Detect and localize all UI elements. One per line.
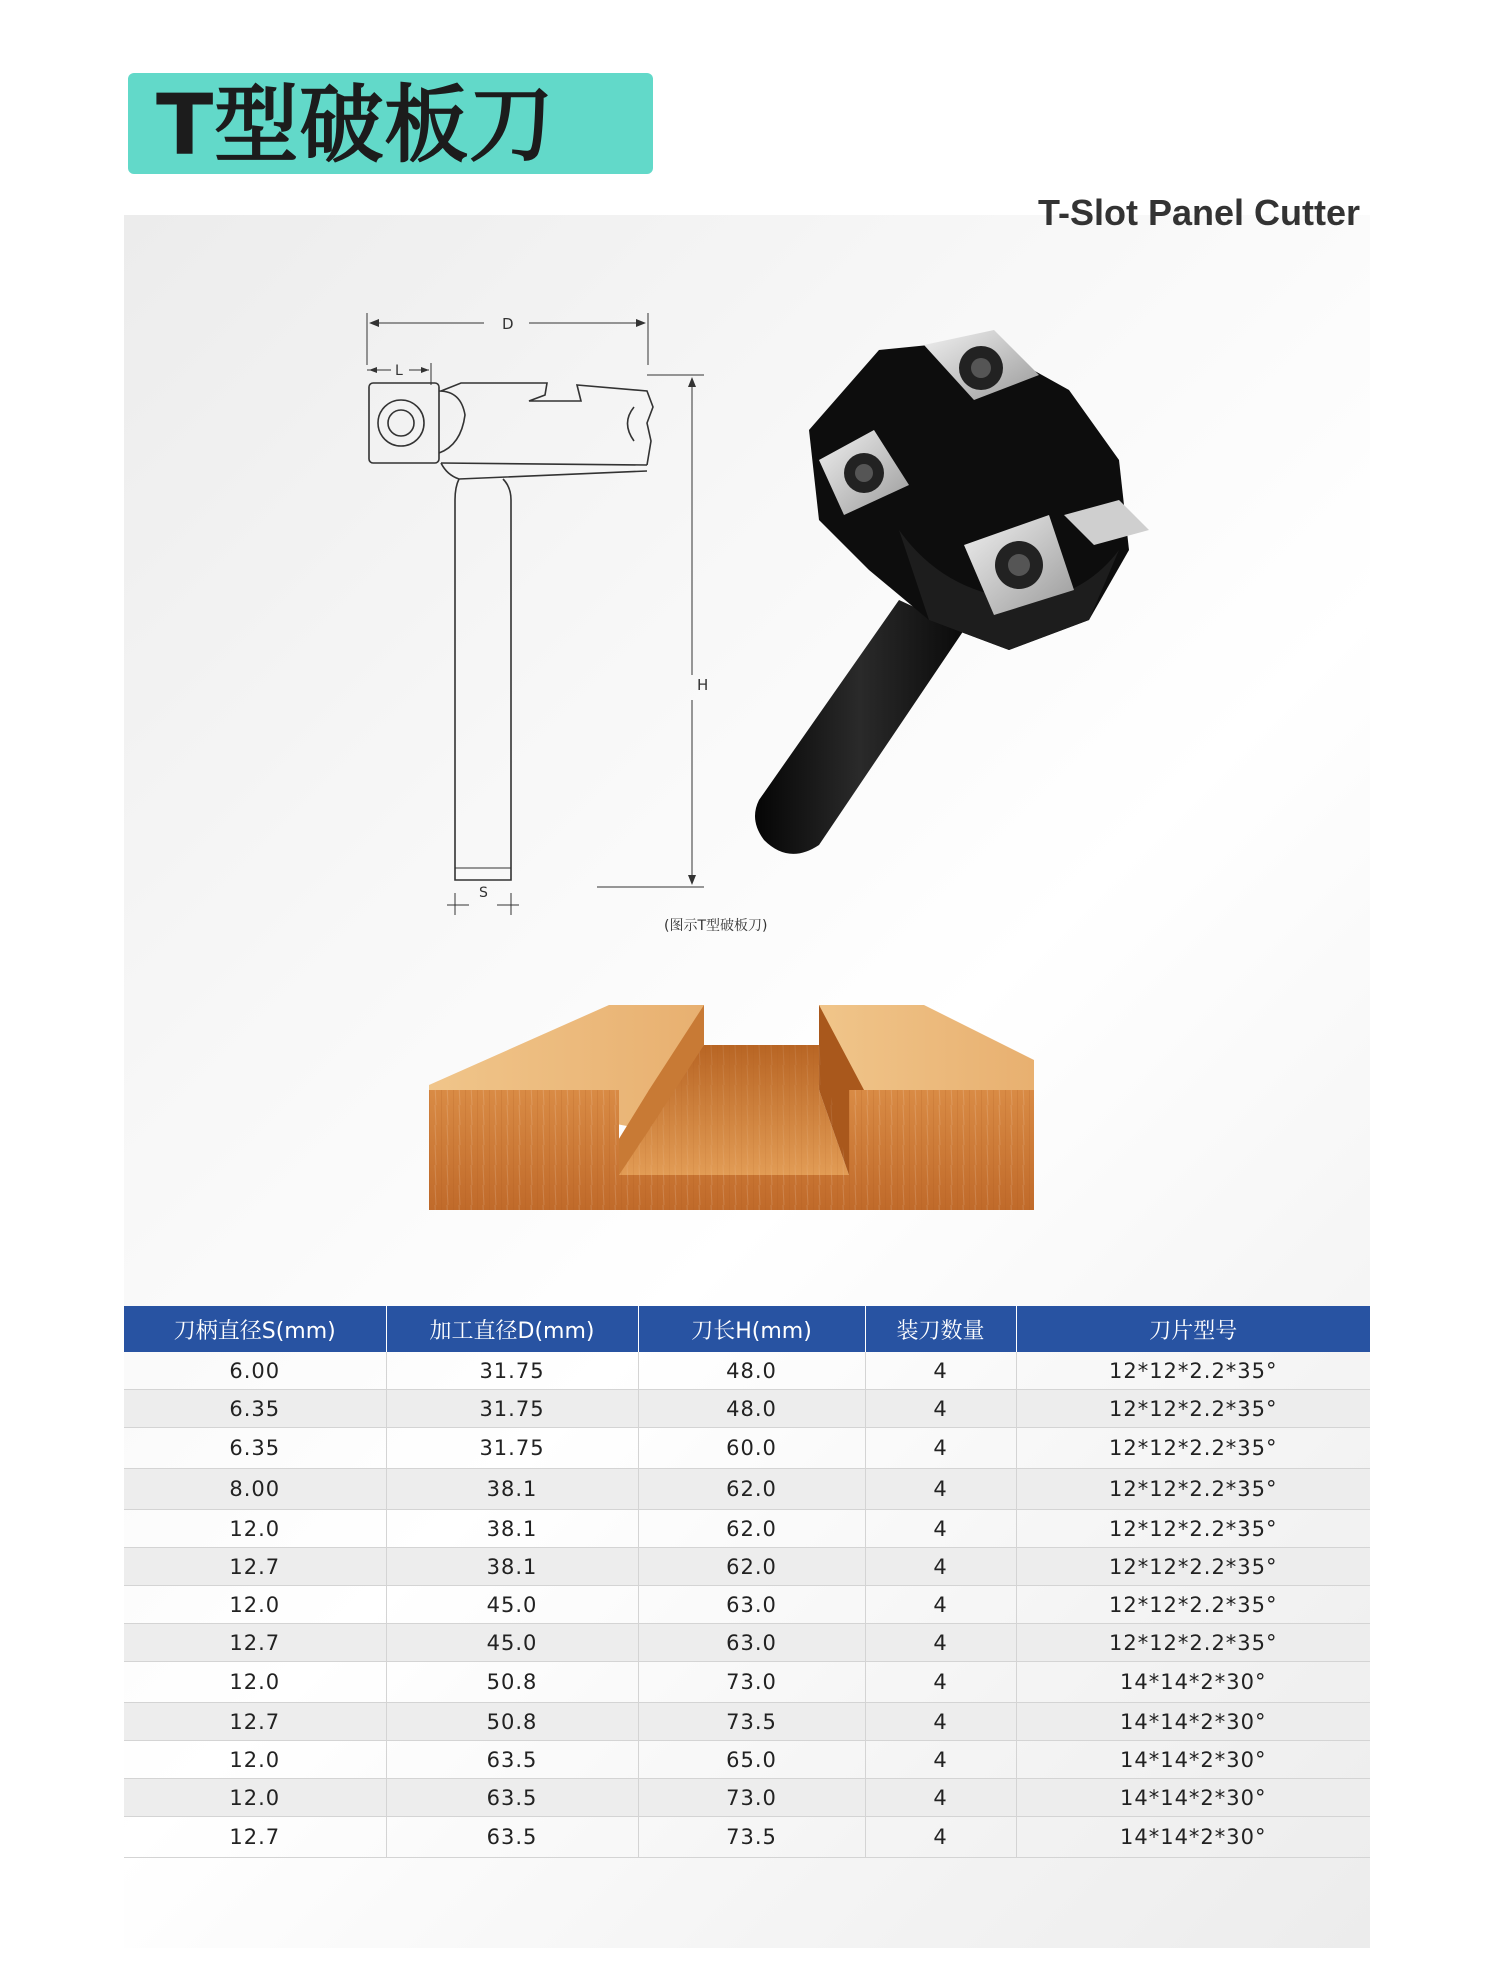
cell-model: 12*12*2.2*35° — [1016, 1510, 1370, 1548]
table-row — [124, 1586, 1370, 1624]
cell-count: 4 — [865, 1510, 1016, 1548]
cell-shank: 12.7 — [124, 1624, 386, 1662]
wood-slot-illustration — [429, 1005, 1049, 1220]
cell-model: 12*12*2.2*35° — [1016, 1586, 1370, 1624]
cell-model: 12*12*2.2*35° — [1016, 1624, 1370, 1662]
cell-length: 62.0 — [638, 1548, 865, 1586]
cell-shank: 12.0 — [124, 1586, 386, 1624]
cell-length: 65.0 — [638, 1741, 865, 1779]
cell-shank: 6.00 — [124, 1352, 386, 1390]
header-shank-diameter: 刀柄直径S(mm) — [124, 1306, 386, 1352]
cell-length: 63.0 — [638, 1624, 865, 1662]
dimension-label-s: S — [479, 885, 488, 901]
cell-length: 73.5 — [638, 1817, 865, 1858]
cell-diameter: 63.5 — [386, 1817, 638, 1858]
english-subtitle: T-Slot Panel Cutter — [1037, 192, 1360, 233]
cell-length: 73.0 — [638, 1779, 865, 1817]
image-caption: (图示T型破板刀) — [664, 918, 768, 934]
table-row — [124, 1662, 1370, 1703]
cutter-technical-drawing — [229, 295, 709, 901]
cell-count: 4 — [865, 1741, 1016, 1779]
cell-shank: 12.0 — [124, 1741, 386, 1779]
cell-shank: 12.0 — [124, 1662, 386, 1703]
cell-shank: 12.7 — [124, 1703, 386, 1741]
cell-count: 4 — [865, 1469, 1016, 1510]
cell-length: 62.0 — [638, 1469, 865, 1510]
cell-diameter: 31.75 — [386, 1352, 638, 1390]
cell-model: 14*14*2*30° — [1016, 1779, 1370, 1817]
header-length: 刀长H(mm) — [638, 1306, 865, 1352]
header-insert-count: 装刀数量 — [865, 1306, 1016, 1352]
cell-diameter: 50.8 — [386, 1662, 638, 1703]
table-header-row — [124, 1306, 1370, 1352]
table-row — [124, 1624, 1370, 1662]
cell-model: 14*14*2*30° — [1016, 1662, 1370, 1703]
page-title: T型破板刀 — [156, 76, 555, 174]
cell-diameter: 38.1 — [386, 1469, 638, 1510]
cell-diameter: 31.75 — [386, 1390, 638, 1428]
cell-shank: 12.0 — [124, 1510, 386, 1548]
cell-length: 60.0 — [638, 1428, 865, 1469]
cell-count: 4 — [865, 1703, 1016, 1741]
table-row — [124, 1741, 1370, 1779]
cell-length: 62.0 — [638, 1510, 865, 1548]
cell-model: 12*12*2.2*35° — [1016, 1352, 1370, 1390]
dimension-label-d: D — [502, 315, 514, 333]
cell-length: 63.0 — [638, 1586, 865, 1624]
cutter-product-photo — [749, 300, 1189, 860]
cell-length: 48.0 — [638, 1390, 865, 1428]
cell-count: 4 — [865, 1428, 1016, 1469]
cell-model: 12*12*2.2*35° — [1016, 1390, 1370, 1428]
table-row — [124, 1779, 1370, 1817]
cell-diameter: 50.8 — [386, 1703, 638, 1741]
table-row — [124, 1817, 1370, 1858]
cell-length: 73.0 — [638, 1662, 865, 1703]
cell-count: 4 — [865, 1624, 1016, 1662]
table-row — [124, 1548, 1370, 1586]
cell-shank: 6.35 — [124, 1428, 386, 1469]
cell-count: 4 — [865, 1390, 1016, 1428]
cell-model: 12*12*2.2*35° — [1016, 1548, 1370, 1586]
spec-table — [124, 1306, 1370, 1858]
cell-shank: 6.35 — [124, 1390, 386, 1428]
cell-diameter: 38.1 — [386, 1510, 638, 1548]
cell-shank: 12.0 — [124, 1779, 386, 1817]
table-row — [124, 1428, 1370, 1469]
cell-diameter: 45.0 — [386, 1624, 638, 1662]
table-row — [124, 1390, 1370, 1428]
table-row — [124, 1352, 1370, 1390]
cell-length: 73.5 — [638, 1703, 865, 1741]
cell-diameter: 63.5 — [386, 1779, 638, 1817]
cell-model: 14*14*2*30° — [1016, 1741, 1370, 1779]
cell-diameter: 63.5 — [386, 1741, 638, 1779]
cell-count: 4 — [865, 1548, 1016, 1586]
title-banner — [128, 73, 653, 174]
cell-shank: 8.00 — [124, 1469, 386, 1510]
dimension-label-l: L — [395, 363, 403, 379]
cell-count: 4 — [865, 1586, 1016, 1624]
cell-shank: 12.7 — [124, 1817, 386, 1858]
table-row — [124, 1469, 1370, 1510]
header-cutting-diameter: 加工直径D(mm) — [386, 1306, 638, 1352]
dimension-label-h: H — [697, 676, 709, 694]
table-row — [124, 1703, 1370, 1741]
cell-model: 12*12*2.2*35° — [1016, 1428, 1370, 1469]
cell-model: 14*14*2*30° — [1016, 1817, 1370, 1858]
table-row — [124, 1510, 1370, 1548]
cell-length: 48.0 — [638, 1352, 865, 1390]
cell-count: 4 — [865, 1352, 1016, 1390]
header-insert-model: 刀片型号 — [1016, 1306, 1370, 1352]
cell-diameter: 38.1 — [386, 1548, 638, 1586]
cell-count: 4 — [865, 1662, 1016, 1703]
cell-diameter: 31.75 — [386, 1428, 638, 1469]
cell-diameter: 45.0 — [386, 1586, 638, 1624]
cell-shank: 12.7 — [124, 1548, 386, 1586]
cell-count: 4 — [865, 1779, 1016, 1817]
cell-count: 4 — [865, 1817, 1016, 1858]
cell-model: 12*12*2.2*35° — [1016, 1469, 1370, 1510]
cell-model: 14*14*2*30° — [1016, 1703, 1370, 1741]
